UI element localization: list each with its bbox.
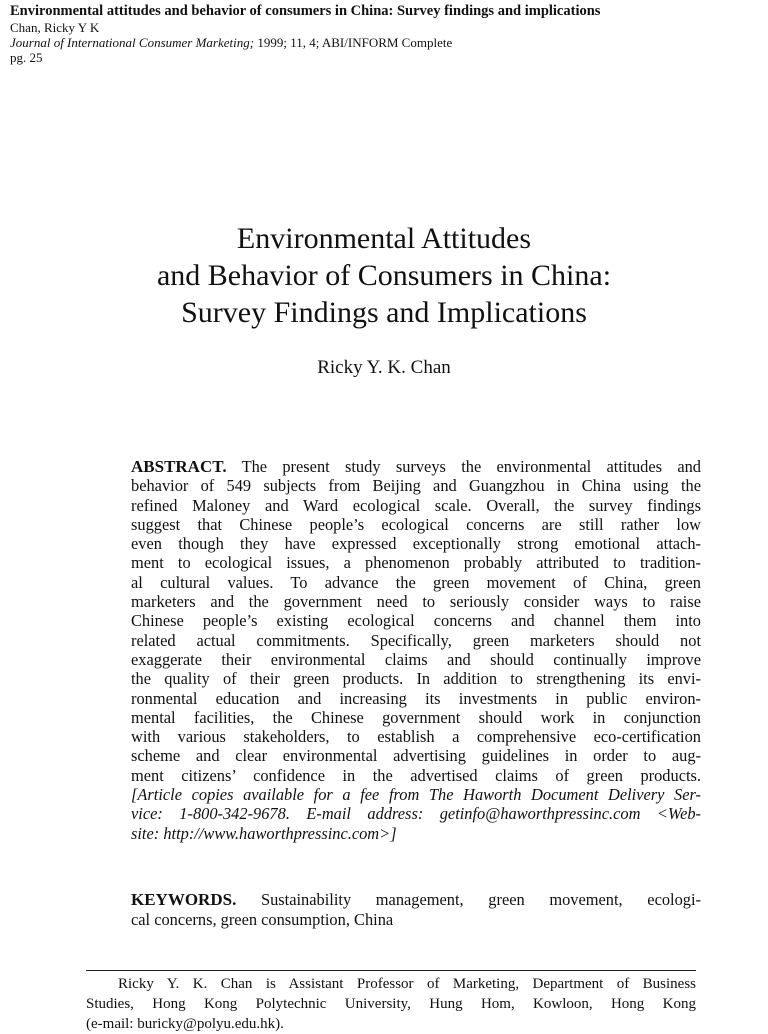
- keywords-first-line: Sustainability management, green movement, ecologi-: [236, 890, 701, 909]
- db-citation-details: 1999; 11, 4; ABI/INFORM Complete: [254, 35, 453, 50]
- abstract-line: the quality of their green products. In addition to strengthening its envi-: [131, 669, 701, 689]
- db-page: pg. 25: [10, 50, 43, 65]
- abstract-line: behavior of 549 subjects from Beijing and Guangzhou in China using the: [131, 476, 701, 496]
- keywords-line: [131, 890, 701, 910]
- abstract-line: scheme and clear environmental advertising guidelines in order to aug-: [131, 746, 701, 766]
- article-title: [0, 220, 768, 331]
- db-citation: [10, 35, 760, 50]
- abstract-line: mental facilities, the Chinese government should work in conjunction: [131, 707, 701, 727]
- db-journal: Journal of International Consumer Marketing;: [10, 35, 255, 50]
- abstract-heading: ABSTRACT.: [131, 457, 227, 476]
- author-footnote: [86, 974, 696, 1034]
- abstract-line: ronmental education and increasing its investments in public environ-: [131, 688, 701, 708]
- abstract-note-line: site: http://www.haworthpressinc.com>]: [131, 823, 397, 843]
- footnote-line: Ricky Y. K. Chan is Assistant Professor of Marketing, Department of Business: [118, 976, 696, 992]
- db-article-title: Environmental attitudes and behavior of consumers in China: Survey findings and implications: [10, 3, 601, 19]
- abstract-first-line: The present study surveys the environmental attitudes and: [226, 457, 701, 476]
- article-author: Ricky Y. K. Chan: [317, 357, 451, 378]
- keywords-line: cal concerns, green consumption, China: [131, 909, 394, 929]
- keywords: [131, 890, 701, 929]
- abstract-line: suggest that Chinese people’s ecological concerns are still rather low: [131, 514, 701, 534]
- database-header: [10, 2, 760, 65]
- abstract-line: related actual commitments. Specifically, green marketers should not: [131, 630, 701, 650]
- footnote-line: Studies, Hong Kong Polytechnic University, Hung Hom, Kowloon, Hong Kong: [86, 996, 696, 1012]
- footnote-line: (e-mail: buricky@polyu.edu.hk).: [86, 1016, 284, 1032]
- abstract-line: marketers and the government need to seriously consider ways to raise: [131, 592, 701, 612]
- abstract-line: even though they have expressed exceptionally strong emotional attach-: [131, 534, 701, 554]
- abstract-line: al cultural values. To advance the green movement of China, green: [131, 572, 701, 592]
- abstract-line: ment to ecological issues, a phenomenon probably attributed to tradition-: [131, 553, 701, 573]
- article-title-line: Environmental Attitudes: [236, 222, 532, 255]
- abstract-line: Chinese people’s existing ecological concerns and channel them into: [131, 611, 701, 631]
- abstract-note-line: [Article copies available for a fee from The Haworth Document Delivery Ser-: [131, 785, 701, 805]
- abstract-line: with various stakeholders, to establish a comprehensive eco-certification: [131, 727, 701, 747]
- article-title-line: and Behavior of Consumers in China:: [156, 259, 612, 292]
- abstract: [131, 457, 701, 843]
- abstract-line: refined Maloney and Ward ecological scale. Overall, the survey findings: [131, 495, 701, 515]
- keywords-heading: KEYWORDS.: [131, 890, 237, 909]
- abstract-note-line: vice: 1-800-342-9678. E-mail address: getinfo@haworthpressinc.com <Web-: [131, 804, 701, 824]
- abstract-line: [131, 457, 701, 476]
- abstract-line: exaggerate their environmental claims and should continually improve: [131, 649, 701, 669]
- article-title-line: Survey Findings and Implications: [181, 296, 587, 329]
- db-authors: Chan, Ricky Y K: [10, 20, 100, 35]
- abstract-line: ment citizens’ confidence in the advertised claims of green products.: [131, 765, 701, 785]
- footnote-divider: [86, 970, 696, 971]
